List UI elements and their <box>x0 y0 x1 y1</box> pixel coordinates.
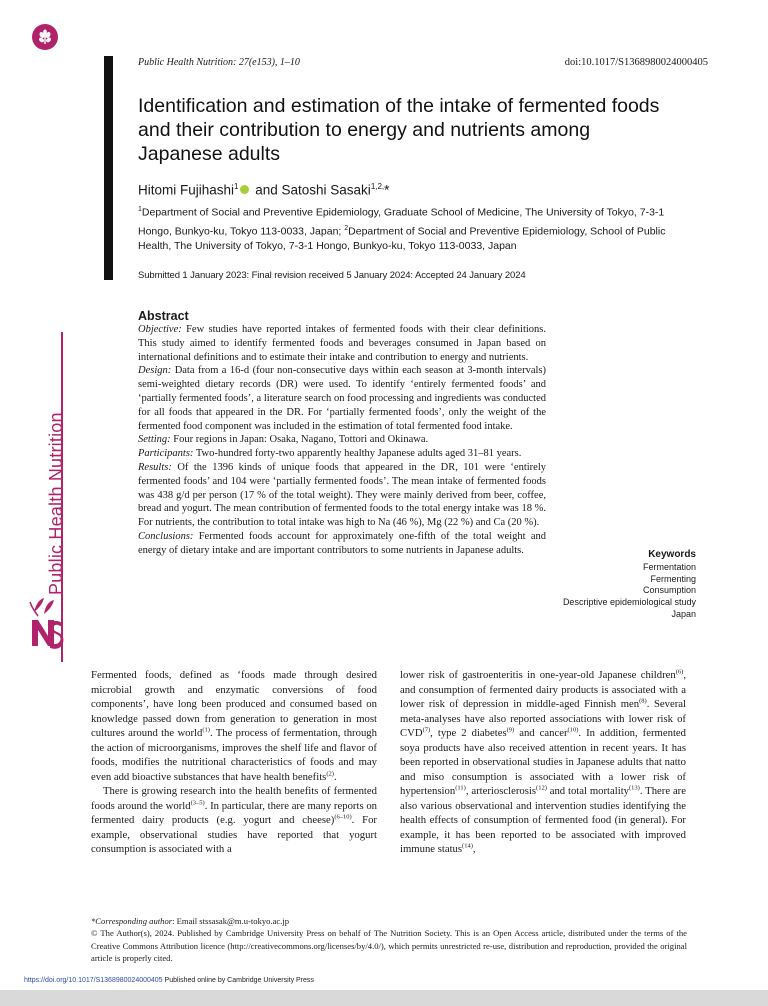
side-journal-title-text: Public Health Nutrition <box>46 412 66 595</box>
footnote-label: *Corresponding author <box>91 916 173 926</box>
orcid-icon[interactable] <box>240 185 249 194</box>
doi-link[interactable]: https://doi.org/10.1017/S1368980024000405 <box>24 977 163 984</box>
citation-ref[interactable]: (3–5) <box>190 798 205 806</box>
citation-ref[interactable]: (6) <box>675 668 684 676</box>
citation-ref[interactable]: (1) <box>202 726 210 734</box>
body-text: . The process of fermentation, through the action of microorganisms, improves the shelf life and flavor of foods, modifies the nutritional characteristics of foods and may even add bioactive substances that have health benefits <box>91 727 377 783</box>
body-text: . For example, observational studies have reported that yogurt consumption is associated with a <box>91 814 377 855</box>
citation-ref[interactable]: (7) <box>422 726 431 734</box>
section-text: Of the 1396 kinds of unique foods that appeared in the DR, 101 were ‘entirely fermented foods’ and 104 were ‘partially fermented foods’. The mean intake of fermented foods was 438 g/d per person (17 % of the total weight). They were mainly derived from beer, coffee, bread and yogurt. The mean contribution of fermented foods to the total energy intake was 18 %. For nutrients, the contribution to total intake was high to Na (46 %), Mg (22 %) and Ca (20 %). <box>138 461 546 529</box>
section-label: Objective: <box>138 324 182 335</box>
body-paragraph <box>91 784 377 857</box>
corresponding-star: * <box>384 182 390 198</box>
keyword-item: Consumption <box>642 585 696 596</box>
citation-ref[interactable]: (11) <box>455 784 466 792</box>
abstract-design <box>138 364 546 433</box>
footnote <box>91 915 687 965</box>
section-text: Data from a 16-d (four non-consecutive days within each season at 3-month intervals) semi-weighted dietary records (DR) were used. To identify ‘entirely fermented foods’ and ‘partially fermented foods’, a literature search on food processing and ingredients was conducted for all foods that appeared in the DR. For ‘partially fermented foods’, only the weight of the fermented food component was included in the estimation of total fermented food intake. <box>138 365 546 432</box>
section-label: Design: <box>138 365 172 377</box>
author-affil-sup: 1,2, <box>370 182 385 191</box>
article-title: Identification and estimation of the intake of fermented foods and their contribution to energy and nutrients among Japanese adults <box>138 95 660 165</box>
keyword-item: Fermenting <box>650 573 696 584</box>
section-text: Few studies have reported intakes of fermented foods with their clear definitions. This study aimed to identify fermented foods and beverages consumed in Japan based on international definitions and to estimate their intake and contribution to energy and nutrients. <box>138 324 546 363</box>
affil-sup: 1 <box>138 206 142 213</box>
section-label: Results: <box>138 461 172 473</box>
body-text: , <box>472 843 476 855</box>
copyright-note: © The Author(s), 2024. Published by Cambridge University Press on behalf of The Nutrition Society. This is an Open Access article, distributed under the terms of the Creative Commons Attribution licence (http://creativecommons.org/licenses/by/4.0/), which permits unrestricted re-use, distribution and reproduction, provided the original article is properly cited. <box>91 928 687 964</box>
body-paragraph <box>91 668 377 784</box>
abstract-heading: Abstract <box>138 309 189 323</box>
section-text: Fermented foods account for approximately one-fifth of the total weight and energy of dietary intake and are important contributors to some nutrients in Japanese adults. <box>138 530 546 556</box>
body-text: . Several meta-analyses have also reported associations with lower risk of CVD <box>400 698 686 739</box>
body-text: , arteriosclerosis <box>465 785 537 797</box>
nutrition-society-logo-icon <box>28 596 64 650</box>
keyword-item: Japan <box>671 608 696 619</box>
affiliation-2: Department of Social and Preventive Epidemiology, School of Public Health, The University of Tokyo, 7-3-1 Hongo, Bunkyo-ku, Tokyo 113-0033, Japan <box>138 225 666 252</box>
publisher-footer-text: Published online by Cambridge University Press <box>162 977 314 984</box>
header-black-bar <box>104 56 113 280</box>
body-paragraph <box>400 668 686 857</box>
body-text: and total mortality <box>546 785 630 797</box>
author-affil-sup: 1 <box>234 182 239 191</box>
article-doi[interactable]: doi:10.1017/S1368980024000405 <box>564 57 708 68</box>
corresponding-author-note <box>91 915 687 927</box>
footnote-email[interactable]: : Email stssasak@m.u-tokyo.ac.jp <box>172 916 290 926</box>
citation-ref[interactable]: (9) <box>506 726 515 734</box>
section-label: Setting: <box>138 434 171 446</box>
citation-ref[interactable]: (12) <box>536 784 547 792</box>
citation-ref[interactable]: (10) <box>567 726 579 734</box>
abstract-results <box>138 461 546 530</box>
section-text: Four regions in Japan: Osaka, Nagano, Tottori and Okinawa. <box>170 434 429 446</box>
publisher-footer <box>24 977 314 984</box>
citation-ref[interactable]: (8) <box>639 697 647 705</box>
section-label: Participants: <box>138 448 194 460</box>
affil-sup: 2 <box>344 224 349 232</box>
body-text: and cancer <box>514 727 568 739</box>
abstract-participants <box>138 447 546 461</box>
keywords-box <box>563 549 696 621</box>
body-column-left <box>91 668 377 857</box>
submission-dates: Submitted 1 January 2023: Final revision received 5 January 2024: Accepted 24 January 2024 <box>138 270 526 281</box>
keyword-item: Descriptive epidemiological study <box>562 597 696 608</box>
keywords-heading: Keywords <box>648 549 696 560</box>
citation-ref[interactable]: (14) <box>462 842 473 850</box>
body-column-right <box>400 668 686 857</box>
author-name: Hitomi Fujihashi <box>138 182 235 198</box>
citation-ref[interactable]: (13) <box>629 784 640 792</box>
body-text: . In addition, fermented soya products have also received attention in recent years. It has been reported in observational studies in Japanese adults that natto and miso consumption is associated with a lower risk of hypertension <box>400 727 687 797</box>
abstract-conclusions <box>138 530 546 558</box>
body-text: , and consumption of fermented dairy products is associated with a lower risk of depression in middle-aged Finnish men <box>400 669 686 710</box>
journal-citation: Public Health Nutrition: 27(e153), 1–10 <box>138 57 300 68</box>
abstract-objective <box>138 323 546 364</box>
author-name: and Satoshi Sasaki <box>251 182 371 198</box>
citation-ref[interactable]: (2) <box>326 769 334 777</box>
body-text: . In particular, there are many reports on fermented dairy products (e.g. yogurt and cheese) <box>91 799 378 826</box>
cambridge-plant-logo-icon <box>32 24 58 50</box>
abstract-setting <box>138 433 546 447</box>
section-label: Conclusions: <box>138 530 194 542</box>
body-text: Fermented foods, defined as ‘foods made through desired microbial growth and enzymatic conversions of food components’, have long been produced and consumed based on knowledge passed down from generation to generation in most cultures around the world <box>91 669 377 739</box>
citation-ref[interactable]: (6–10) <box>334 813 352 821</box>
affiliation-1: Department of Social and Preventive Epidemiology, Graduate School of Medicine, The University of Tokyo, 7-3-1 Hongo, Bunkyo-ku, Tokyo 113-0033, Japan; <box>138 206 665 237</box>
keyword-item: Fermentation <box>642 561 696 572</box>
body-text: . There are also various observational and intervention studies identifying the health effects of consumption of fermented food (in general). For example, it has been reported to be associated with improved immune status <box>400 785 686 855</box>
body-text: . <box>333 770 337 783</box>
section-text: Two-hundred forty-two apparently healthy Japanese adults aged 31–81 years. <box>193 448 522 460</box>
abstract-body <box>138 323 546 558</box>
body-text: , type 2 diabetes <box>430 727 507 739</box>
side-journal-title <box>26 355 66 595</box>
body-text: lower risk of gastroenteritis in one-year-old Japanese children <box>400 669 676 681</box>
author-list <box>138 182 389 198</box>
affiliations <box>138 202 698 254</box>
body-text: There is growing research into the health benefits of fermented foods around the world <box>91 785 377 812</box>
